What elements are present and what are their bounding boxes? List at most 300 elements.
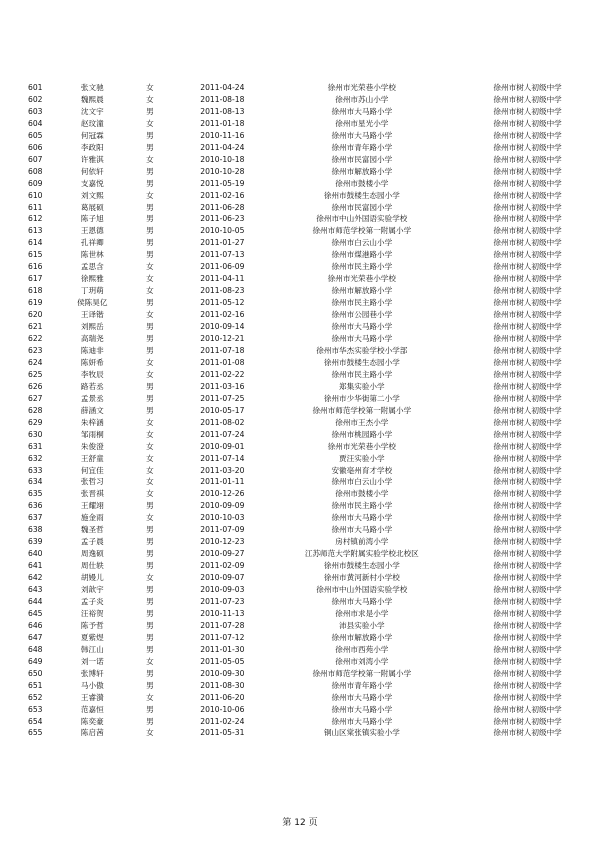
target-school: 徐州市树人初级中学 [493,477,562,487]
target-school: 徐州市树人初级中学 [493,154,562,164]
primary-school: 徐州市光荣巷小学校 [327,83,396,92]
row-number: 645 [28,608,43,618]
gender: 女 [146,453,154,463]
birth-date: 2011-04-24 [200,83,245,92]
row-number: 652 [28,692,43,702]
target-school: 徐州市树人初级中学 [493,608,562,618]
table-row [0,130,600,142]
primary-school: 徐州市黄河新村小学校 [323,573,400,583]
birth-date: 2011-08-13 [200,106,245,116]
target-school: 徐州市树人初级中学 [493,178,562,188]
primary-school: 徐州市白云山小学 [331,477,393,487]
gender: 女 [146,489,154,499]
primary-school: 徐州市华杰实验学校小学部 [316,345,408,355]
birth-date: 2010-12-26 [200,489,245,499]
table-row [0,692,600,704]
row-number: 601 [28,83,43,92]
student-name: 夏紫煜 [80,632,104,642]
table-row [0,512,600,524]
table-row [0,393,600,405]
birth-date: 2011-06-09 [200,262,245,272]
target-school: 徐州市树人初级中学 [493,489,562,499]
row-number: 634 [28,477,43,487]
gender: 男 [146,166,154,176]
target-school: 徐州市树人初级中学 [493,716,562,726]
table-row [0,94,600,106]
row-number: 617 [28,274,43,284]
student-name: 王恩德 [80,226,104,236]
birth-date: 2010-11-13 [200,608,245,618]
gender: 女 [146,94,154,104]
target-school: 徐州市树人初级中学 [493,405,562,415]
row-number: 644 [28,596,43,606]
gender: 男 [146,298,154,308]
student-name: 陈子旭 [80,214,104,224]
row-number: 625 [28,369,43,379]
row-number: 626 [28,381,43,391]
target-school: 徐州市树人初级中学 [493,166,562,176]
row-number: 637 [28,513,43,523]
gender: 女 [146,513,154,523]
table-row [0,453,600,465]
primary-school: 徐州市刘湾小学 [335,656,389,666]
gender: 女 [146,310,154,320]
row-number: 609 [28,178,43,188]
page-number: 第 12 页 [282,818,318,828]
birth-date: 2011-08-02 [200,417,245,427]
gender: 女 [146,692,154,702]
table-row [0,321,600,333]
target-school: 徐州市树人初级中学 [493,620,562,630]
student-name: 王耀翊 [80,501,104,511]
primary-school: 徐州市鼓楼生态园小学 [323,357,400,367]
table-row [0,584,600,596]
gender: 男 [146,704,154,714]
row-number: 628 [28,405,43,415]
primary-school: 徐州市师范学校第一附属小学 [312,405,412,415]
student-name: 施金雨 [80,513,104,523]
primary-school: 徐州市大马路小学 [331,513,393,523]
birth-date: 2011-03-16 [200,381,245,391]
gender: 男 [146,106,154,116]
student-name: 刘歆宇 [80,585,104,595]
student-name: 孟子炎 [80,596,104,606]
student-name: 陈迪非 [80,345,104,355]
primary-school: 徐州市苏山小学 [335,94,389,104]
row-number: 648 [28,644,43,654]
table-row [0,154,600,166]
birth-date: 2011-07-24 [200,429,245,439]
primary-school: 徐州市民主路小学 [331,501,393,511]
student-table [0,82,600,739]
birth-date: 2010-09-14 [200,322,245,332]
target-school: 徐州市树人初级中学 [493,680,562,690]
student-name: 魏圣哲 [80,525,104,535]
birth-date: 2011-07-12 [200,632,245,642]
table-row [0,572,600,584]
primary-school: 徐州市少华街第二小学 [323,393,400,403]
gender: 女 [146,83,154,92]
primary-school: 徐州市鼓楼小学 [335,178,389,188]
birth-date: 2011-07-28 [200,620,245,630]
target-school: 徐州市树人初级中学 [493,238,562,248]
student-name: 刘文熙 [80,190,104,200]
table-row [0,309,600,321]
row-number: 606 [28,142,43,152]
primary-school: 徐州市大马路小学 [331,106,393,116]
primary-school: 贾汪实验小学 [339,453,385,463]
target-school: 徐州市树人初级中学 [493,525,562,535]
target-school: 徐州市树人初级中学 [493,190,562,200]
birth-date: 2010-10-28 [200,166,245,176]
student-name: 高瑞尧 [80,334,104,344]
row-number: 622 [28,334,43,344]
primary-school: 房村镇前湾小学 [335,537,389,547]
gender: 男 [146,716,154,726]
table-row [0,273,600,285]
row-number: 635 [28,489,43,499]
row-number: 615 [28,250,43,260]
target-school: 徐州市树人初级中学 [493,393,562,403]
student-name: 韩江山 [80,644,104,654]
table-row [0,285,600,297]
table-row [0,166,600,178]
target-school: 徐州市树人初级中学 [493,334,562,344]
primary-school: 徐州市光荣巷小学校 [327,441,396,451]
birth-date: 2010-10-05 [200,226,245,236]
student-name: 张哲习 [80,477,104,487]
primary-school: 徐州市民主路小学 [331,298,393,308]
student-name: 丁玥萌 [80,286,104,296]
target-school: 徐州市树人初级中学 [493,513,562,523]
row-number: 602 [28,94,43,104]
birth-date: 2011-07-18 [200,345,245,355]
row-number: 627 [28,393,43,403]
target-school: 徐州市树人初级中学 [493,501,562,511]
row-number: 613 [28,226,43,236]
birth-date: 2011-04-24 [200,142,245,152]
student-name: 孟思含 [80,262,104,272]
table-row [0,608,600,620]
target-school: 徐州市树人初级中学 [493,345,562,355]
target-school: 徐州市树人初级中学 [493,298,562,308]
gender: 女 [146,573,154,583]
birth-date: 2011-02-22 [200,369,245,379]
target-school: 徐州市树人初级中学 [493,596,562,606]
table-row [0,632,600,644]
table-row [0,500,600,512]
birth-date: 2011-05-19 [200,178,245,188]
gender: 女 [146,417,154,427]
primary-school: 徐州市解放路小学 [331,166,393,176]
gender: 女 [146,477,154,487]
gender: 女 [146,369,154,379]
gender: 男 [146,644,154,654]
row-number: 649 [28,656,43,666]
gender: 女 [146,357,154,367]
student-name: 周仕轶 [80,561,104,571]
table-row [0,237,600,249]
row-number: 647 [28,632,43,642]
student-name: 孟景丞 [80,393,104,403]
primary-school: 徐州市王杰小学 [335,417,389,427]
birth-date: 2011-01-18 [200,118,245,128]
student-name: 葛展硕 [80,202,104,212]
gender: 女 [146,274,154,284]
table-row [0,716,600,728]
birth-date: 2010-09-03 [200,585,245,595]
row-number: 640 [28,549,43,559]
table-row [0,429,600,441]
primary-school: 徐州市求是小学 [335,608,389,618]
birth-date: 2011-05-05 [200,656,245,666]
table-row [0,704,600,716]
target-school: 徐州市树人初级中学 [493,573,562,583]
primary-school: 沛县实验小学 [339,620,385,630]
table-row [0,381,600,393]
target-school: 徐州市树人初级中学 [493,369,562,379]
gender: 女 [146,190,154,200]
table-row [0,441,600,453]
student-name: 支嘉悦 [80,178,104,188]
target-school: 徐州市树人初级中学 [493,106,562,116]
table-row [0,644,600,656]
table-row [0,297,600,309]
table-row [0,560,600,572]
row-number: 620 [28,310,43,320]
gender: 男 [146,620,154,630]
primary-school: 徐州市青年路小学 [331,680,393,690]
gender: 女 [146,656,154,666]
birth-date: 2011-08-23 [200,286,245,296]
row-number: 621 [28,322,43,332]
student-name: 魏熙晨 [80,94,104,104]
primary-school: 徐州市桃园路小学 [331,429,393,439]
student-name: 刘一诺 [80,656,104,666]
primary-school: 徐州市大马路小学 [331,525,393,535]
table-row [0,118,600,130]
table-row [0,668,600,680]
target-school: 徐州市树人初级中学 [493,94,562,104]
row-number: 630 [28,429,43,439]
birth-date: 2011-03-20 [200,465,245,475]
gender: 女 [146,429,154,439]
student-name: 沈文宇 [80,106,104,116]
target-school: 徐州市树人初级中学 [493,262,562,272]
table-row [0,261,600,273]
row-number: 653 [28,704,43,714]
target-school: 徐州市树人初级中学 [493,83,562,92]
gender: 男 [146,549,154,559]
target-school: 徐州市树人初级中学 [493,644,562,654]
primary-school: 徐州市民富园小学 [331,202,393,212]
birth-date: 2011-06-20 [200,692,245,702]
gender: 男 [146,178,154,188]
table-row [0,524,600,536]
target-school: 徐州市树人初级中学 [493,537,562,547]
birth-date: 2010-11-16 [200,130,245,140]
table-row [0,213,600,225]
target-school: 徐州市树人初级中学 [493,632,562,642]
primary-school: 徐州市白云山小学 [331,238,393,248]
student-name: 路若丞 [80,381,104,391]
birth-date: 2010-12-23 [200,537,245,547]
row-number: 616 [28,262,43,272]
gender: 女 [146,262,154,272]
target-school: 徐州市树人初级中学 [493,656,562,666]
primary-school: 徐州市大马路小学 [331,334,393,344]
table-row [0,225,600,237]
student-name: 陈奕豪 [80,716,104,726]
table-row [0,548,600,560]
row-number: 654 [28,716,43,726]
gender: 男 [146,334,154,344]
gender: 男 [146,226,154,236]
birth-date: 2011-02-09 [200,561,245,571]
row-number: 650 [28,668,43,678]
primary-school: 徐州市师范学校第一附属小学 [312,668,412,678]
row-number: 655 [28,728,43,738]
row-number: 610 [28,190,43,200]
gender: 女 [146,441,154,451]
birth-date: 2011-05-12 [200,298,245,308]
gender: 男 [146,130,154,140]
target-school: 徐州市树人初级中学 [493,728,562,738]
gender: 男 [146,214,154,224]
row-number: 623 [28,345,43,355]
row-number: 642 [28,573,43,583]
gender: 男 [146,250,154,260]
student-name: 李牧辰 [80,369,104,379]
row-number: 646 [28,620,43,630]
birth-date: 2011-01-11 [200,477,245,487]
gender: 女 [146,728,154,738]
table-row [0,488,600,500]
target-school: 徐州市树人初级中学 [493,274,562,284]
primary-school: 徐州市民主路小学 [331,262,393,272]
target-school: 徐州市树人初级中学 [493,310,562,320]
target-school: 徐州市树人初级中学 [493,142,562,152]
row-number: 651 [28,680,43,690]
table-row [0,369,600,381]
gender: 男 [146,345,154,355]
table-row [0,142,600,154]
target-school: 徐州市树人初级中学 [493,130,562,140]
table-row [0,333,600,345]
birth-date: 2011-07-14 [200,453,245,463]
birth-date: 2011-01-27 [200,238,245,248]
student-name: 周逸硕 [80,549,104,559]
primary-school: 徐州市星光小学 [335,118,389,128]
student-name: 马小傲 [80,680,104,690]
gender: 男 [146,393,154,403]
row-number: 605 [28,130,43,140]
row-number: 639 [28,537,43,547]
gender: 男 [146,381,154,391]
student-name: 赵玟潼 [80,118,104,128]
primary-school: 郑集实验小学 [339,381,385,391]
target-school: 徐州市树人初级中学 [493,250,562,260]
row-number: 604 [28,118,43,128]
gender: 男 [146,561,154,571]
student-name: 张晋祺 [80,489,104,499]
birth-date: 2011-07-25 [200,393,245,403]
student-name: 孟子晨 [80,537,104,547]
primary-school: 徐州市青年路小学 [331,142,393,152]
row-number: 618 [28,286,43,296]
birth-date: 2010-10-18 [200,154,245,164]
student-name: 陈予哲 [80,620,104,630]
primary-school: 徐州市大马路小学 [331,692,393,702]
birth-date: 2011-01-08 [200,357,245,367]
gender: 男 [146,668,154,678]
gender: 女 [146,286,154,296]
birth-date: 2010-09-01 [200,441,245,451]
target-school: 徐州市树人初级中学 [493,441,562,451]
student-name: 张博轩 [80,668,104,678]
birth-date: 2011-04-11 [200,274,245,284]
primary-school: 徐州市大马路小学 [331,322,393,332]
target-school: 徐州市树人初级中学 [493,561,562,571]
birth-date: 2010-05-17 [200,405,245,415]
student-name: 范嘉恒 [80,704,104,714]
table-row [0,727,600,739]
target-school: 徐州市树人初级中学 [493,668,562,678]
birth-date: 2011-02-16 [200,310,245,320]
birth-date: 2011-07-23 [200,596,245,606]
target-school: 徐州市树人初级中学 [493,417,562,427]
primary-school: 铜山区棠张镇实验小学 [323,728,400,738]
target-school: 徐州市树人初级中学 [493,357,562,367]
table-row [0,249,600,261]
birth-date: 2010-10-06 [200,704,245,714]
gender: 女 [146,118,154,128]
table-row [0,82,600,94]
birth-date: 2010-09-27 [200,549,245,559]
birth-date: 2010-12-21 [200,334,245,344]
target-school: 徐州市树人初级中学 [493,429,562,439]
target-school: 徐州市树人初级中学 [493,214,562,224]
primary-school: 徐州市解放路小学 [331,632,393,642]
row-number: 641 [28,561,43,571]
primary-school: 徐州市民主路小学 [331,369,393,379]
target-school: 徐州市树人初级中学 [493,585,562,595]
row-number: 643 [28,585,43,595]
row-number: 612 [28,214,43,224]
table-row [0,106,600,118]
birth-date: 2011-02-16 [200,190,245,200]
student-name: 刘熙岳 [80,322,104,332]
table-row [0,190,600,202]
primary-school: 徐州市大马路小学 [331,596,393,606]
student-name: 李政阳 [80,142,104,152]
table-row [0,345,600,357]
primary-school: 徐州市光荣巷小学校 [327,274,396,284]
table-row [0,476,600,488]
birth-date: 2010-10-03 [200,513,245,523]
gender: 男 [146,405,154,415]
target-school: 徐州市树人初级中学 [493,226,562,236]
table-body [0,82,600,739]
table-row [0,680,600,692]
table-row [0,536,600,548]
student-name: 何冠霖 [80,130,104,140]
target-school: 徐州市树人初级中学 [493,704,562,714]
student-name: 何依轩 [80,166,104,176]
row-number: 631 [28,441,43,451]
gender: 男 [146,142,154,152]
gender: 男 [146,585,154,595]
